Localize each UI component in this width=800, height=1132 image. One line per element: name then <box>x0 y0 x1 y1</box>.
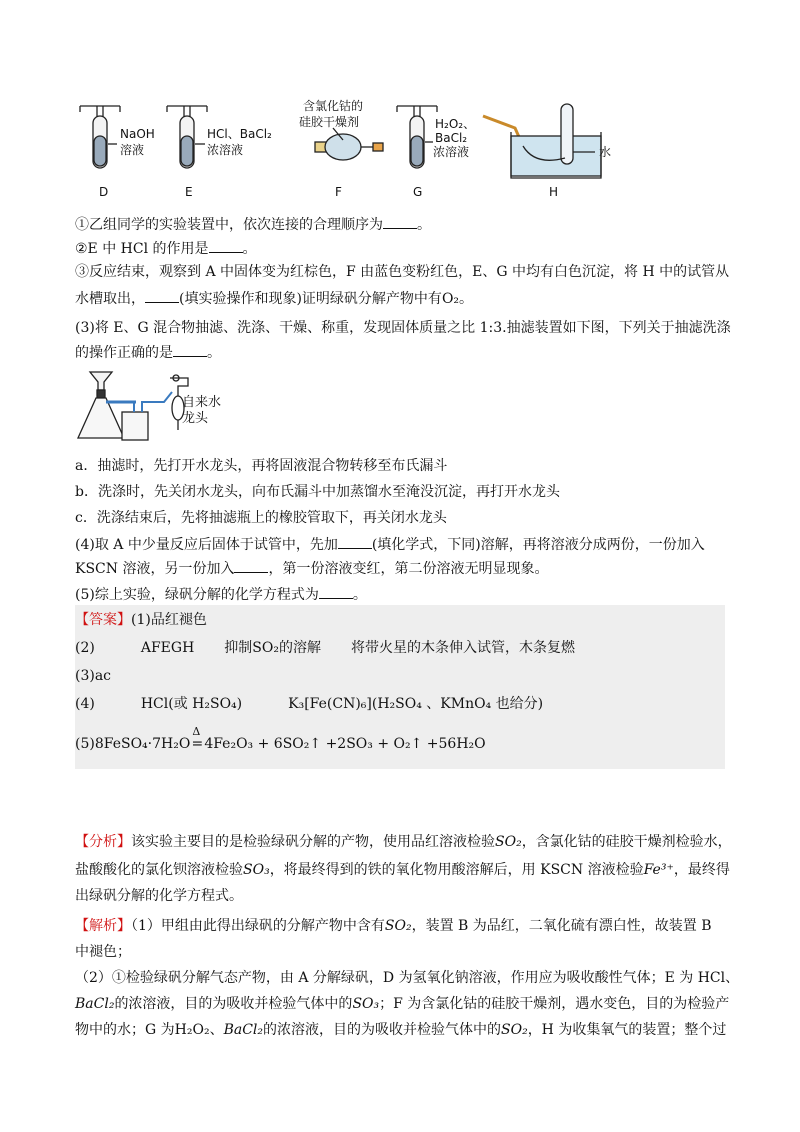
answer-1: (1)品红褪色 <box>131 612 207 628</box>
analysis-text-d: ，将最终得到的铁的氧化物用酸溶解后，用 KSCN 溶液检验 <box>269 862 644 878</box>
explain-text-d: ；F 为含氯化钴的硅胶干燥剂，遇水变色，目的为检验产 <box>379 996 730 1012</box>
answer-line-3: (3)ac <box>75 668 112 684</box>
formula-so3: SO₃ <box>352 996 380 1012</box>
analysis-text: 该实验主要目的是检验绿矾分解的产物，使用品红溶液检验 <box>131 834 495 850</box>
formula-bacl2: BaCl₂ <box>75 996 115 1012</box>
q2-sub1-text: ①乙组同学的实验装置中，依次连接的合理顺序为 <box>75 217 383 233</box>
explain-line-1 <box>75 916 712 936</box>
analysis-text-c: 盐酸酸化的氯化钡溶液检验 <box>75 862 243 878</box>
g-reagent-line1: H₂O₂、 <box>435 117 476 131</box>
explain-text-f: 的浓溶液，目的为吸收并检验气体中的 <box>263 1022 501 1038</box>
formula-ferricyanide: K₃[Fe(CN)₆] <box>288 696 372 712</box>
apparatus-f-drying-tube <box>315 128 383 160</box>
g-reagent-line2: BaCl₂ <box>435 131 468 145</box>
q4-text: (4)取 A 中少量反应后固体于试管中，先加 <box>75 537 338 553</box>
punct: 。 <box>417 217 431 233</box>
answer-2-num: (2) <box>75 640 95 656</box>
formula-fe3: Fe³⁺ <box>643 862 674 878</box>
analysis-line-1 <box>75 832 732 852</box>
answer-2-role-b: 的溶解 <box>278 640 321 656</box>
explain-line-5 <box>75 1020 726 1040</box>
h-water-label: 水 <box>599 145 612 159</box>
punct: 、 <box>209 1022 224 1038</box>
f-reagent-line1: 含氯化钴的 <box>303 99 364 113</box>
explain-line-3: （2）①检验绿矾分解气态产物，由 A 分解绿矾，D 为氢氧化钠溶液，作用应为吸收酸性气体；E 为 HCl、 <box>75 970 740 986</box>
q4-text-c: KSCN 溶液，另一份加入 <box>75 561 235 577</box>
answer-line-2 <box>75 638 575 658</box>
answer-blank <box>338 534 372 549</box>
apparatus-h-water-trough <box>483 104 601 178</box>
answer-2-role: 抑制 <box>224 640 253 656</box>
q2-sub3-line2 <box>75 288 473 309</box>
q2-sub3-text-b: 水槽取出， <box>75 291 145 307</box>
g-reagent-line3: 浓溶液 <box>433 145 470 159</box>
answer-5-num: (5) <box>75 736 95 752</box>
answer-4-acid: HCl(或 H₂SO₄) <box>140 696 243 712</box>
equation-left: 8FeSO₄·7H₂O <box>94 736 191 752</box>
answer-tag: 【答案】 <box>75 612 131 628</box>
q3-option-b: b．洗涤时，先关闭水龙头，向布氏漏斗中加蒸馏水至淹没沉淀，再打开水龙头 <box>75 484 560 500</box>
explain-text-g: ，H 为收集氧气的装置；整个过 <box>527 1022 727 1038</box>
explain-text-e: 物中的水；G 为 <box>75 1022 175 1038</box>
q2-sub2 <box>75 238 257 259</box>
label-e: E <box>185 185 193 199</box>
q2-sub3-text: ③反应结束，观察到 A 中固体变为红棕色，F 由蓝色变粉红色，E、G 中均有白色沉淀，将 H 中的试管从 <box>75 264 730 280</box>
answer-line-5 <box>75 725 486 754</box>
q3-option-c: c．洗涤结束后，先将抽滤瓶上的橡胶管取下，再关闭水龙头 <box>75 510 447 526</box>
q5-line <box>75 584 367 605</box>
answer-2-test: 将带火星的木条伸入试管，木条复燃 <box>350 640 575 656</box>
delta-symbol: Δ <box>192 725 201 738</box>
d-reagent-line2: 溶液 <box>120 143 145 157</box>
label-g: G <box>413 185 423 199</box>
apparatus-figure-d-to-h <box>75 96 635 204</box>
q4-line1 <box>75 534 705 555</box>
explain-text-b: ，装置 B 为品红，二氧化硫有漂白性，故装置 B <box>411 918 712 934</box>
formula-so3: SO₃ <box>243 862 270 878</box>
q3-text-b: 的操作正确的是 <box>75 345 173 361</box>
answer-blank <box>383 214 417 229</box>
q4-line2 <box>75 558 548 579</box>
analysis-text-e: ，最终得 <box>673 862 730 878</box>
apparatus-e <box>167 106 207 168</box>
d-reagent-line1: NaOH <box>120 127 155 141</box>
q2-sub3-text-c: (填实验操作和现象)证明绿矾分解产物中有 <box>179 291 442 307</box>
answer-2-order: AFEGH <box>140 640 195 656</box>
q3-line1 <box>75 318 731 338</box>
label-f: F <box>335 185 342 199</box>
punct: 。 <box>352 587 367 603</box>
punct: 。 <box>207 345 221 361</box>
equation-right: 4Fe₂O₃ + 6SO₂↑ +2SO₃ + O₂↑ +56H₂O <box>204 736 486 752</box>
explain-text-c: 的浓溶液，目的为吸收并检验气体中的 <box>114 996 353 1012</box>
tap-label-2: 龙头 <box>182 411 209 426</box>
tap-label-1: 自来水 <box>182 395 222 410</box>
q3-text: (3)将 E、G 混合物抽滤、洗涤、干燥、称重，发现固体质量之比 1:3.抽滤装置如下图，下列关于抽滤洗涤 <box>75 320 731 336</box>
answer-blank <box>209 238 243 253</box>
formula-so2: SO₂ <box>384 918 412 934</box>
suction-filtration-figure <box>72 368 252 444</box>
apparatus-g <box>397 106 437 168</box>
analysis-tag: 【分析】 <box>75 834 131 850</box>
explain-line-2: 中褪色； <box>75 944 131 960</box>
formula-so2: SO₂ <box>495 834 522 850</box>
answer-blank <box>319 584 353 599</box>
q2-sub1 <box>75 214 431 235</box>
equation-heat-sign: Δ = <box>190 734 204 754</box>
q4-text-d: ，第一份溶液变红，第二份溶液无明显现象。 <box>268 561 549 577</box>
e-reagent-line1: HCl、BaCl₂ <box>207 127 272 141</box>
explain-tag: 【解析】 <box>75 918 131 934</box>
answer-blank <box>173 342 207 357</box>
formula-o2: O₂ <box>441 291 460 307</box>
q2-sub2-text: ②E 中 HCl 的作用是 <box>75 241 209 257</box>
f-reagent-line2: 硅胶干燥剂 <box>299 115 360 129</box>
label-h: H <box>549 185 559 199</box>
q5-text: (5)综上实验，绿矾分解的化学方程式为 <box>75 587 319 603</box>
answer-blank <box>145 288 179 303</box>
q3-option-a: a．抽滤时，先打开水龙头，再将固液混合物转移至布氏漏斗 <box>75 458 448 474</box>
formula-so2: SO₂ <box>252 640 279 656</box>
label-d: D <box>99 185 109 199</box>
answer-4-num: (4) <box>75 696 95 712</box>
analysis-line-2 <box>75 860 730 880</box>
answer-4-alt: (H₂SO₄ 、KMnO₄ 也给分) <box>371 696 544 712</box>
q4-text-b: (填化学式，下同)溶解，再将溶液分成两份，一份加入 <box>371 537 705 553</box>
formula-so2: SO₂ <box>501 1022 528 1038</box>
e-reagent-line2: 浓溶液 <box>207 143 244 157</box>
answer-line-4 <box>75 694 543 714</box>
formula-h2o2: H₂O₂ <box>174 1022 210 1038</box>
answer-blank <box>234 558 268 573</box>
punct: 。 <box>242 241 257 257</box>
answer-line-1 <box>75 610 207 630</box>
q2-sub3-line1 <box>75 262 729 282</box>
explain-text: （1）甲组由此得出绿矾的分解产物中含有 <box>131 918 385 934</box>
formula-bacl2: BaCl₂ <box>223 1022 263 1038</box>
explain-line-4 <box>75 994 729 1014</box>
analysis-line-3: 出绿矾分解的化学方程式。 <box>75 888 243 904</box>
q3-line2 <box>75 342 221 363</box>
analysis-text-b: ，含氯化钴的硅胶干燥剂检验水， <box>521 834 732 850</box>
punct: 。 <box>459 291 474 307</box>
apparatus-d <box>80 106 120 168</box>
